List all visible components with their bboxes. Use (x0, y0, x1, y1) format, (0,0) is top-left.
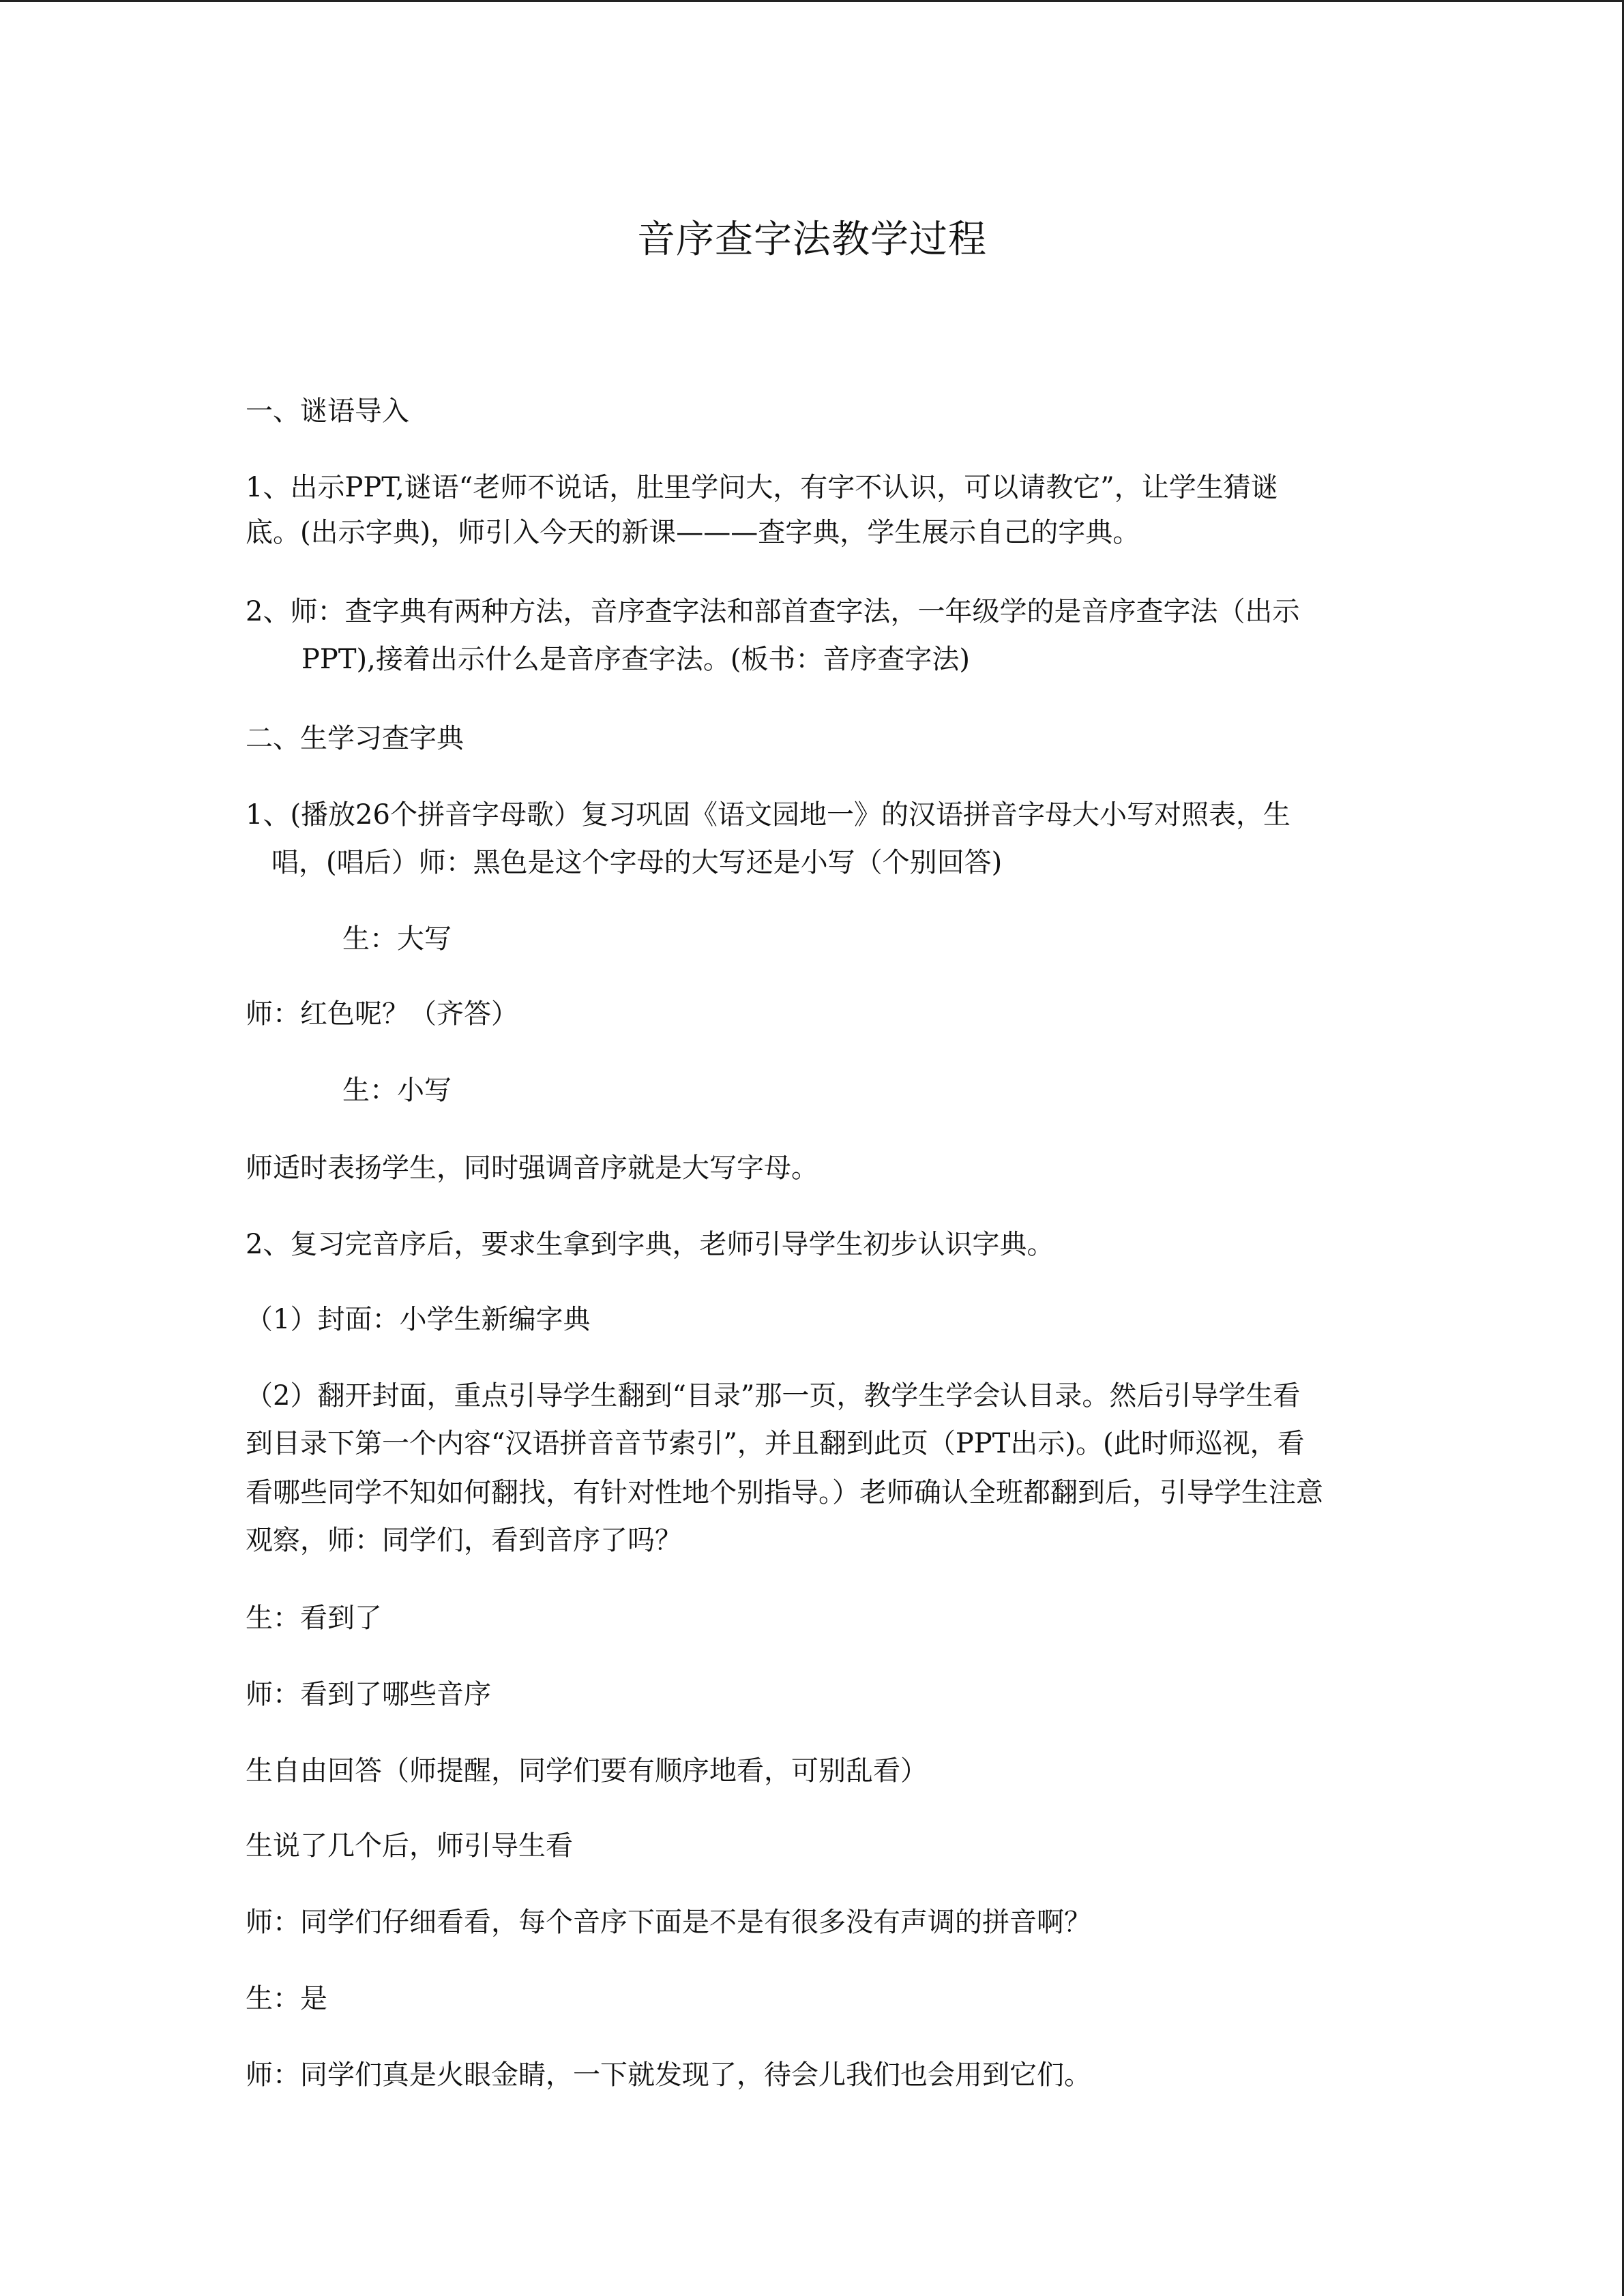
section-heading-riddle: 一、谜语导入 (246, 396, 409, 427)
dialogue-line: 师：看到了哪些音序 (246, 1679, 491, 1710)
dialogue-line: 生说了几个后，师引导生看 (246, 1830, 573, 1862)
paragraph-line: 到目录下第一个内容“汉语拼音音节索引”，并且翻到此页（PPT出示)。(此时师巡视，看 (246, 1428, 1305, 1459)
dialogue-line: 师：同学们仔细看看，每个音序下面是不是有很多没有声调的拼音啊？ (246, 1907, 1091, 1938)
paragraph-line: 底。(出示字典)，师引入今天的新课———查字典，学生展示自己的字典。 (246, 517, 1140, 548)
page-border-top (0, 0, 1624, 2)
dialogue-line: 生：看到了 (246, 1602, 382, 1634)
document-title: 音序查字法教学过程 (637, 218, 987, 262)
paragraph-line: 观察，师：同学们，看到音序了吗？ (246, 1525, 682, 1556)
paragraph-line: 1、(播放26个拼音字母歌）复习巩固《语文园地一》的汉语拼音字母大小写对照表，生 (246, 799, 1290, 831)
dialogue-line: 师：红色呢？（齐答） (246, 998, 518, 1030)
dialogue-line: 生自由回答（师提醒，同学们要有顺序地看，可别乱看） (246, 1755, 928, 1787)
paragraph-line: （1）封面：小学生新编字典 (246, 1304, 591, 1335)
dialogue-line: 生：是 (246, 1983, 327, 2014)
paragraph-line: 1、出示PPT,谜语“老师不说话，肚里学问大，有字不认识，可以请教它”，让学生猜谜 (246, 472, 1278, 503)
paragraph-line: 唱，(唱后）师：黑色是这个字母的大写还是小写（个别回答) (271, 847, 1003, 878)
dialogue-line: 师：同学们真是火眼金睛，一下就发现了，待会儿我们也会用到它们。 (246, 2059, 1091, 2091)
dialogue-line: 生：小写 (342, 1075, 452, 1106)
section-heading-learn-dictionary: 二、生学习查字典 (246, 723, 464, 754)
paragraph-line: PPT),接着出示什么是音序查字法。(板书：音序查字法) (301, 644, 971, 675)
paragraph-line: （2）翻开封面，重点引导学生翻到“目录”那一页，教学生学会认目录。然后引导学生看 (246, 1380, 1301, 1412)
dialogue-line: 生：大写 (342, 923, 452, 955)
paragraph-line: 师适时表扬学生，同时强调音序就是大写字母。 (246, 1152, 818, 1184)
paragraph-line: 2、复习完音序后，要求生拿到字典，老师引导学生初步认识字典。 (246, 1229, 1054, 1260)
paragraph-line: 看哪些同学不知如何翻找，有针对性地个别指导。）老师确认全班都翻到后，引导学生注意 (246, 1477, 1323, 1508)
paragraph-line: 2、师：查字典有两种方法，音序查字法和部首查字法，一年级学的是音序查字法（出示 (246, 596, 1300, 627)
